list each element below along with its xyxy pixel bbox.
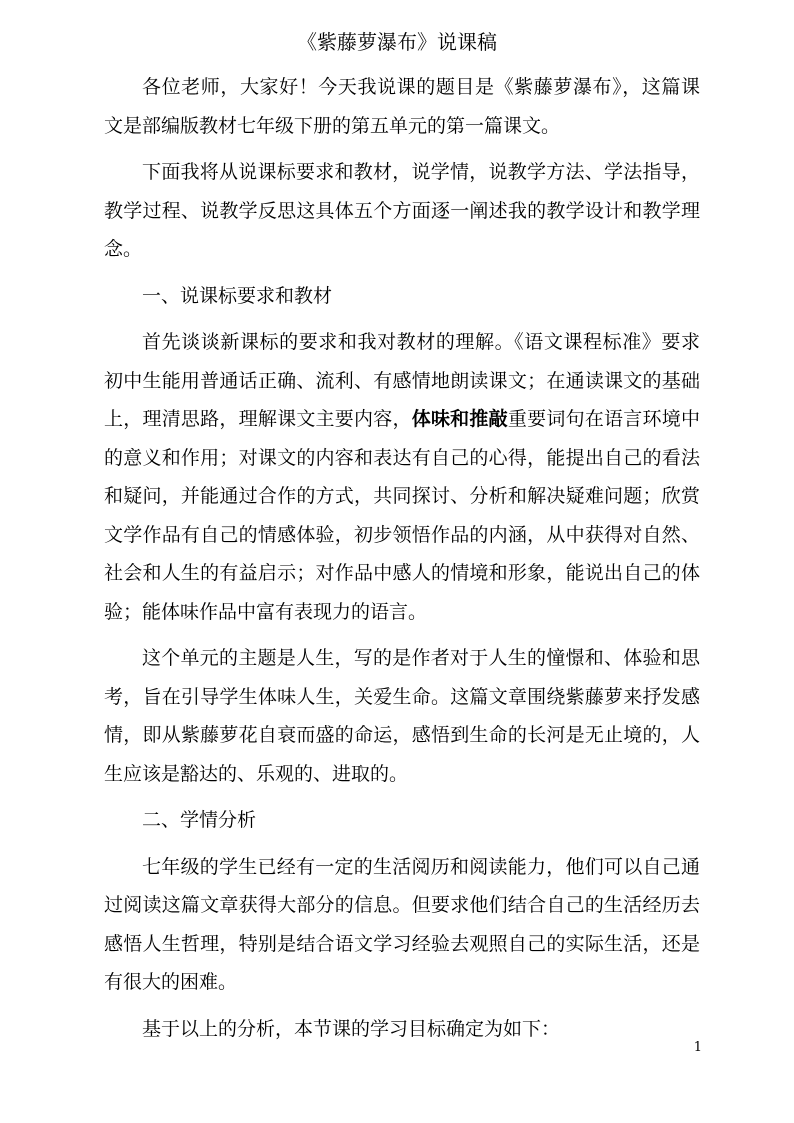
curriculum-text-start: 首先谈谈新课标的要求和我对教材的理解。《语文课程标准》要求初中生能用普通话正确、流利、有感情地朗读课文；在通读课文的基础上，理清思路，理解课文主要内容，	[104, 331, 700, 430]
outline-paragraph: 下面我将从说课标要求和教材，说学情，说教学方法、学法指导，教学过程、说教学反思这具体五个方面逐一阐述我的教学设计和教学理念。	[104, 161, 700, 260]
unit-theme-paragraph: 这个单元的主题是人生，写的是作者对于人生的憧憬和、体验和思考，旨在引导学生体味人生，关爱生命。这篇文章围绕紫藤萝来抒发感情，即从紫藤萝花自衰而盛的命运，感悟到生命的长河是无止境的，人生应该是豁达的、乐观的、进取的。	[104, 647, 700, 785]
document-body	[104, 68, 700, 1056]
curriculum-paragraph	[104, 323, 700, 631]
intro-paragraph: 各位老师，大家好！今天我说课的题目是《紫藤萝瀑布》，这篇课文是部编版教材七年级下册的第五单元的第一篇课文。	[104, 76, 700, 137]
objectives-intro-paragraph: 基于以上的分析，本节课的学习目标确定为如下：	[142, 1017, 561, 1040]
document-title: 《紫藤萝瀑布》说课稿	[297, 30, 497, 54]
curriculum-text-end: 重要词句在语言环境中的意义和作用；对课文的内容和表达有自己的心得，能提出自己的看法和疑问，并能通过合作的方式，共同探讨、分析和解决疑难问题；欣赏文学作品有自己的情感体验，初步领悟作品的内涵，从中获得对自然、社会和人生的有益启示；对作品中感人的情境和形象，能说出自己的体验；能体味作品中富有表现力的语言。	[104, 408, 700, 623]
bold-emphasis: 体味和推敲	[411, 408, 508, 430]
section-heading-curriculum: 一、说课标要求和教材	[142, 284, 333, 307]
learners-paragraph: 七年级的学生已经有一定的生活阅历和阅读能力，他们可以自己通过阅读这篇文章获得大部分的信息。但要求他们结合自己的生活经历去感悟人生哲理，特别是结合语文学习经验去观照自己的实际生活，还是有很大的困难。	[104, 855, 700, 993]
section-heading-learners: 二、学情分析	[142, 809, 257, 831]
page-number: 1	[693, 1040, 702, 1055]
